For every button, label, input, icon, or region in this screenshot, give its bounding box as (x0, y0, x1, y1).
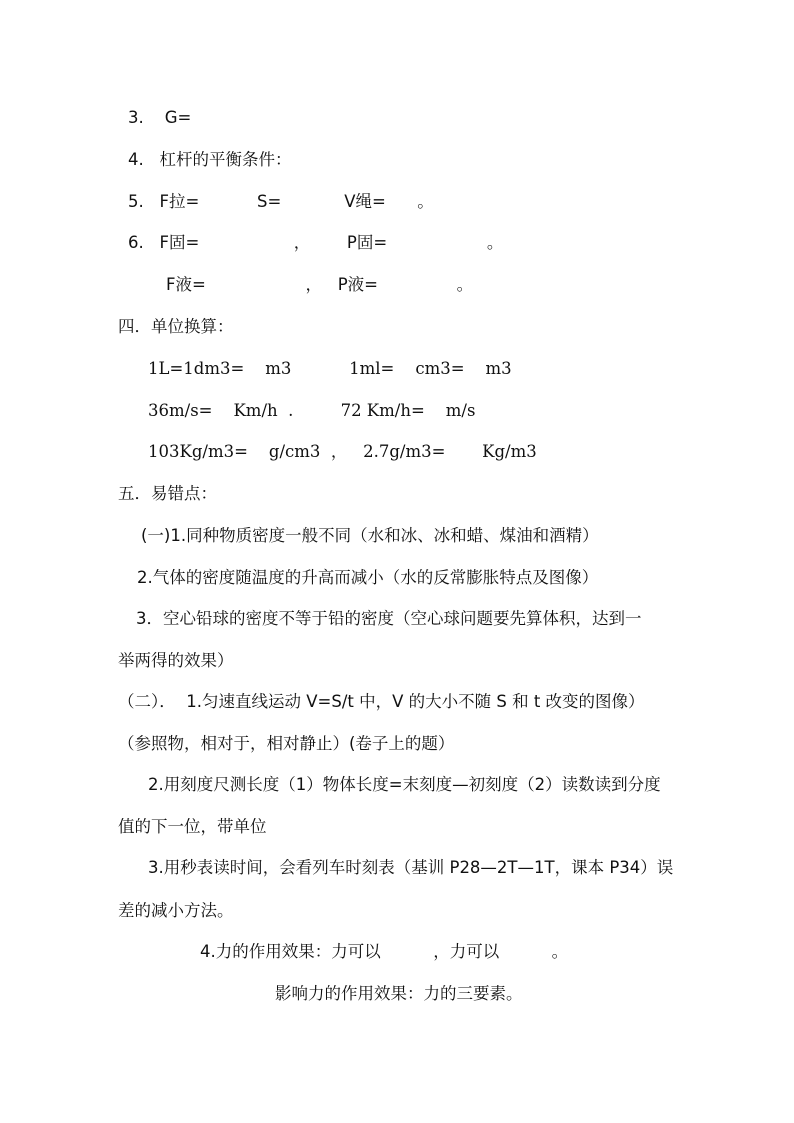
mistake-item-ruler-cont: 值的下一位，带单位 (118, 817, 267, 836)
mistake-item-stopwatch: 3.用秒表读时间，会看列车时刻表（基训 P28—2T—1T，课本 P34）误 (148, 858, 674, 877)
mistake-item-force-effect: 4.力的作用效果：力可以 ，力可以 。 (200, 942, 569, 961)
lever-balance-condition: 4. 杠杆的平衡条件： (128, 150, 292, 169)
unit-conversion-row-volume: 1L=1dm3= m3 1ml= cm3= m3 (148, 359, 512, 378)
unit-conversion-row-density: 103Kg/m3= g/cm3 ， 2.7g/m3= Kg/m3 (148, 442, 537, 461)
section-heading-common-mistakes: 五．易错点： (118, 484, 217, 503)
section-heading-unit-conversion: 四．单位换算： (118, 317, 234, 336)
formula-gravity: 3. G= (128, 108, 192, 127)
formula-pulley: 5. F拉= S= V绳= 。 (128, 192, 434, 211)
mistake-item-force-elements: 影响力的作用效果：力的三要素。 (275, 984, 523, 1003)
mistake-item-density-differs: (一)1.同种物质密度一般不同（水和冰、冰和蜡、煤油和酒精） (141, 526, 599, 545)
mistake-item-uniform-motion: （二）． 1.匀速直线运动 V=S/t 中，V 的大小不随 S 和 t 改变的图像） (118, 692, 645, 711)
mistake-item-hollow-ball-cont: 举两得的效果） (118, 651, 234, 670)
mistake-item-reference-frame: （参照物，相对于，相对静止）(卷子上的题） (118, 734, 455, 753)
formula-liquid-pressure: F液= ， P液= 。 (166, 275, 474, 294)
formula-solid-pressure: 6. F固= ， P固= 。 (128, 233, 504, 252)
mistake-item-ruler: 2.用刻度尺测长度（1）物体长度=末刻度—初刻度（2）读数读到分度 (148, 775, 661, 794)
mistake-item-stopwatch-cont: 差的减小方法。 (118, 901, 234, 920)
unit-conversion-row-speed: 36m/s= Km/h . 72 Km/h= m/s (148, 401, 476, 420)
mistake-item-hollow-ball: 3．空心铅球的密度不等于铅的密度（空心球问题要先算体积，达到一 (136, 609, 642, 628)
mistake-item-gas-density: 2.气体的密度随温度的升高而减小（水的反常膨胀特点及图像） (137, 568, 599, 587)
